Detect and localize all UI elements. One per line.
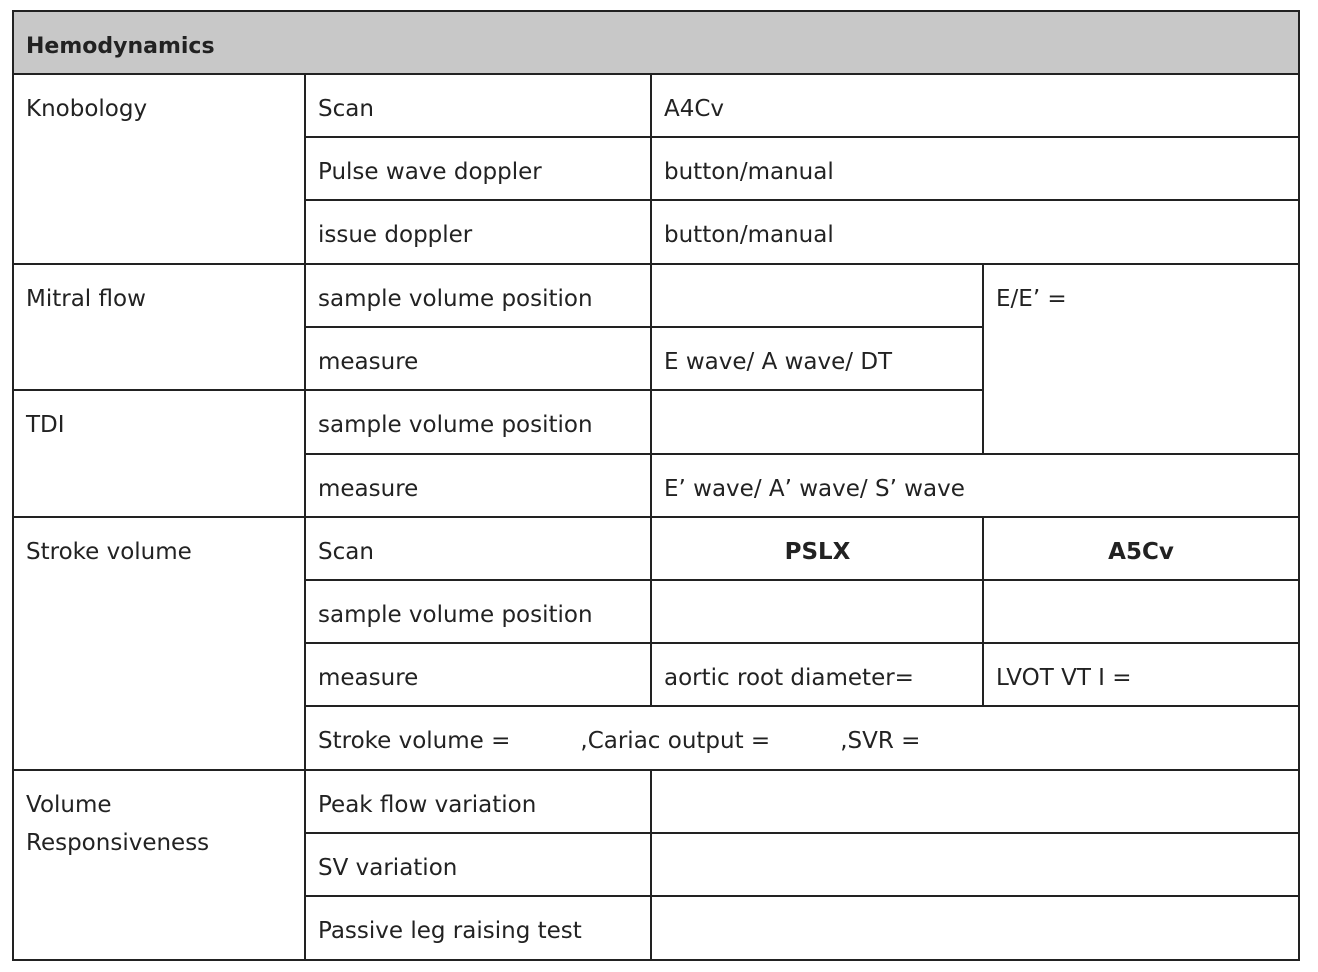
stroke-col-pslx: PSLX [650,516,983,580]
stroke-scan-label: Scan [304,516,651,580]
volume-label-line2: Responsiveness [26,830,210,856]
volume-plr-label: Passive leg raising test [304,895,651,961]
tdi-measure-label: measure [304,453,651,517]
stroke-measure-aortic: aortic root diameter= [650,642,983,706]
stroke-svp-a5cv [982,579,1300,643]
volume-sv-variation-label: SV variation [304,832,651,896]
knobology-scan-label: Scan [304,73,651,137]
volume-peak-flow-value [650,769,1300,833]
section-mitral-flow: Mitral flow [12,263,305,390]
cardiac-output-eq: ,Cariac output = [580,728,771,754]
section-volume-responsiveness [12,769,305,961]
svr-eq: ,SVR = [840,728,921,754]
knobology-tissue-value: button/manual [650,199,1300,264]
ee-ratio: E/E’ = [982,263,1300,454]
section-knobology: Knobology [12,73,305,264]
section-tdi: TDI [12,389,305,517]
knobology-pwd-value: button/manual [650,136,1300,200]
stroke-summary-row [304,705,1300,770]
mitral-svp-value [650,263,983,327]
stroke-measure-lvot: LVOT VT I = [982,642,1300,706]
tdi-measure-value: E’ wave/ A’ wave/ S’ wave [650,453,1300,517]
table-header: Hemodynamics [12,10,1300,74]
volume-plr-value [650,895,1300,961]
tdi-svp-label: sample volume position [304,389,651,454]
mitral-svp-label: sample volume position [304,263,651,327]
mitral-measure-value: E wave/ A wave/ DT [650,326,983,390]
volume-label-line1: Volume [26,792,112,818]
stroke-col-a5cv: A5Cv [982,516,1300,580]
mitral-measure-label: measure [304,326,651,390]
stroke-svp-label: sample volume position [304,579,651,643]
tdi-svp-value [650,389,983,454]
volume-peak-flow-label: Peak flow variation [304,769,651,833]
volume-sv-variation-value [650,832,1300,896]
knobology-tissue-label: issue doppler [304,199,651,264]
section-stroke-volume: Stroke volume [12,516,305,770]
stroke-measure-label: measure [304,642,651,706]
knobology-pwd-label: Pulse wave doppler [304,136,651,200]
knobology-scan-value: A4Cv [650,73,1300,137]
hemodynamics-table [12,10,1300,961]
stroke-volume-eq: Stroke volume = [318,728,511,754]
stroke-svp-pslx [650,579,983,643]
